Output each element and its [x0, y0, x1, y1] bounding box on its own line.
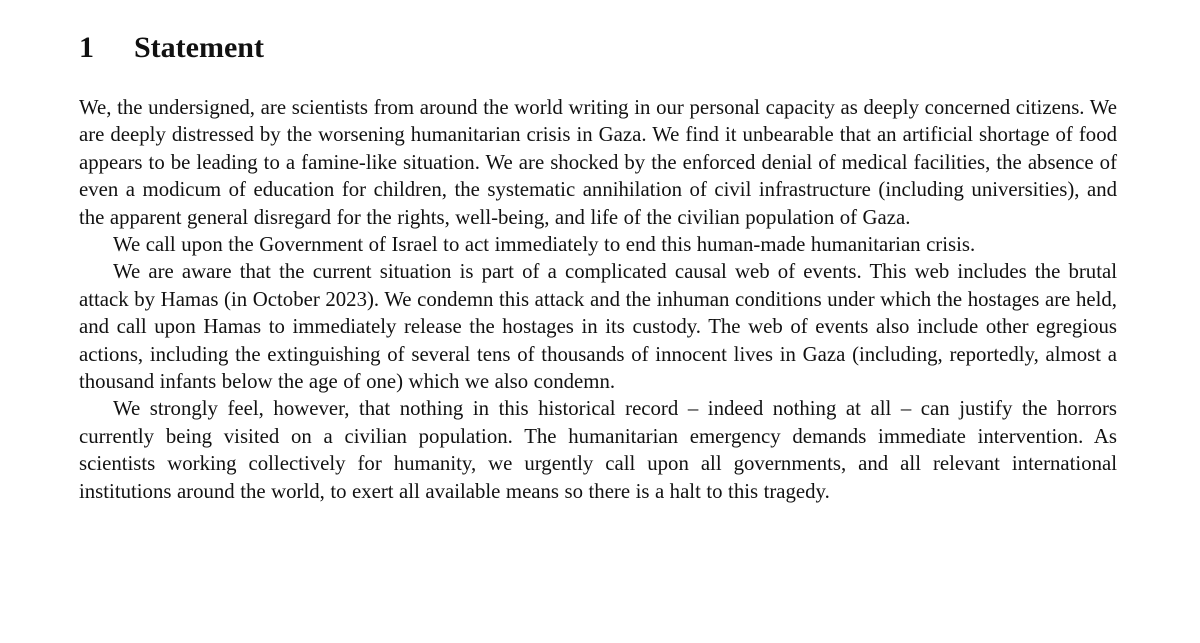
paragraph-concern: We, the undersigned, are scientists from around the world writing in our personal capacity as deeply concerned citizens. We are deeply distressed by the worsening humanitarian crisis in Gaza. We find it unbearable that an artificial shortage of food appears to be leading to a famine-like situation. We are shocked by the enforced denial of medical facilities, the absence of even a modicum of education for children, the systematic annihilation of civil infrastructure (including universities), and the apparent general disregard for the rights, well-being, and life of the civilian population of Gaza.: [79, 96, 1117, 229]
section-title: Statement: [134, 31, 264, 64]
document-page: [79, 28, 1117, 505]
paragraph-call-israel: We call upon the Government of Israel to act immediately to end this human-made humanitarian crisis.: [113, 233, 976, 257]
section-number: 1: [79, 31, 94, 64]
section-heading: [79, 28, 1117, 68]
paragraph-call-action: We strongly feel, however, that nothing in this historical record – indeed nothing at all – can justify the horrors currently being visited on a civilian population. The humanitarian emergency demands immediate intervention. As scientists working collectively for humanity, we urgently call upon all governments, and all relevant international institutions around the world, to exert all available means so there is a halt to this tragedy.: [79, 397, 1117, 503]
paragraph-causal-web: We are aware that the current situation is part of a complicated causal web of events. This web includes the brutal attack by Hamas (in October 2023). We condemn this attack and the inhuman conditions under which the hostages are held, and call upon Hamas to immediately release the hostages in its custody. The web of events also include other egregious actions, including the extinguishing of several tens of thousands of innocent lives in Gaza (including, reportedly, almost a thousand infants below the age of one) which we also condemn.: [79, 260, 1117, 394]
